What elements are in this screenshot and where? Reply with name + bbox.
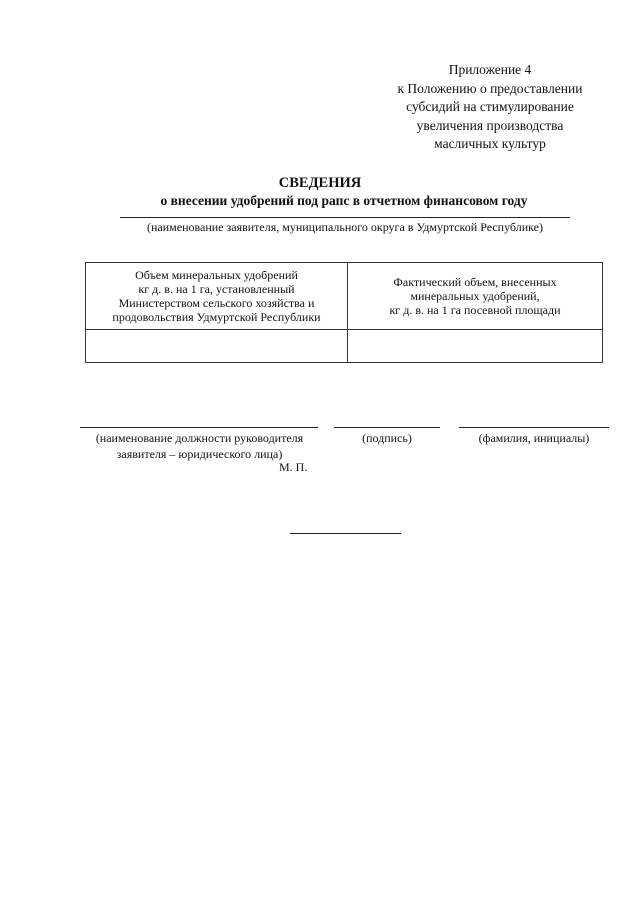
name-line[interactable]	[459, 427, 609, 428]
position-line[interactable]	[80, 427, 318, 428]
fertilizer-table	[85, 262, 603, 363]
header-line: Объем минеральных удобрений	[135, 268, 298, 282]
table-header-row	[86, 263, 603, 330]
document-subtitle: о внесении удобрений под рапс в отчетном финансовом году	[160, 193, 528, 208]
applicant-name-line[interactable]	[120, 217, 570, 218]
table-row	[86, 330, 603, 363]
position-caption	[72, 430, 327, 462]
header-line: кг д. в. на 1 га, установленный	[138, 282, 295, 296]
name-caption: (фамилия, инициалы)	[478, 431, 590, 445]
header-line: Фактический объем, внесенных	[393, 275, 557, 289]
appendix-line: Приложение 4	[448, 62, 532, 77]
appendix-block	[370, 61, 610, 154]
appendix-line: субсидий на стимулирование	[406, 99, 574, 114]
appendix-line: масличных культур	[434, 136, 546, 151]
header-line: Министерством сельского хозяйства и	[118, 296, 315, 310]
footer-separator	[290, 533, 401, 534]
cell-established-volume[interactable]	[86, 330, 348, 363]
stamp-place: М. П.	[279, 460, 308, 474]
signature-caption: (подпись)	[362, 431, 412, 445]
header-line: кг д. в. на 1 га посевной площади	[389, 303, 561, 317]
applicant-caption: (наименование заявителя, муниципального округа в Удмуртской Республике)	[146, 220, 543, 234]
appendix-line: увеличения производства	[416, 117, 564, 133]
cell-actual-volume[interactable]	[348, 330, 603, 363]
signature-line[interactable]	[334, 427, 440, 428]
caption-line: (наименование должности руководителя	[95, 431, 304, 445]
header-cell-established-volume	[86, 263, 348, 330]
header-cell-actual-volume	[348, 263, 603, 330]
appendix-line: к Положению о предоставлении	[397, 80, 583, 96]
header-line: минеральных удобрений,	[410, 289, 540, 303]
caption-line: заявителя – юридического лица)	[116, 447, 283, 461]
document-title: СВЕДЕНИЯ	[278, 175, 362, 191]
header-line: продовольствия Удмуртской Республики	[112, 310, 321, 324]
